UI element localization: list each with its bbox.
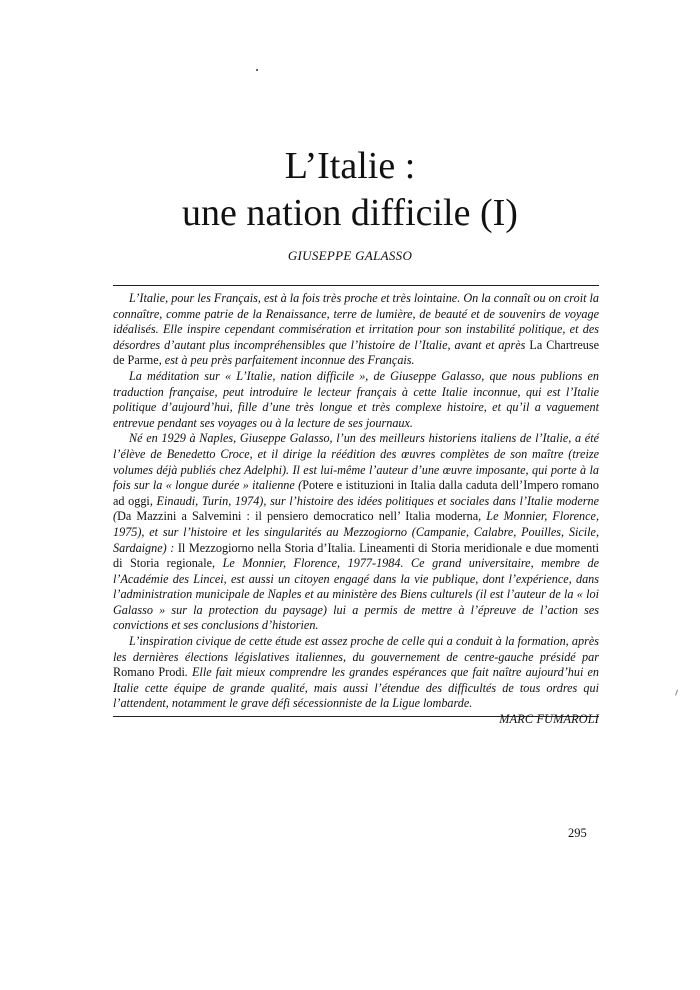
article-title-line-1: L’Italie : bbox=[284, 145, 416, 187]
page-number: 295 bbox=[568, 826, 587, 840]
article-author: GIUSEPPE GALASSO bbox=[287, 248, 413, 263]
margin-mark bbox=[675, 690, 680, 697]
intro-paragraph-3 bbox=[113, 431, 599, 634]
printing-dot bbox=[256, 69, 258, 71]
intro-p4-a: L’inspiration civique de cette étude est assez proche de celle qui a conduit à la formation, après les dernières élections législatives italiennes, du gouvernement de centre-gauche présidé par bbox=[113, 634, 599, 664]
intro-p3-d: Da Mazzini a Salvemini : il pensiero democratico nell’ Italia moderna, bbox=[117, 509, 482, 524]
intro-paragraph-1 bbox=[113, 291, 599, 369]
top-rule bbox=[113, 285, 599, 286]
intro-p4-c: . Elle fait mieux comprendre les grandes espérances que fait naître aujourd’hui en Italie cette équipe de grande qualité, mais aussi l’étendue des difficultés de tous ordres qui l’attendent, notamment le grave défi sécessionniste de la Ligue lombarde. bbox=[113, 665, 599, 711]
intro-p3-c: Einaudi, Turin, 1974), sur l’histoire des idées politiques et sociales dans l’Italie moderne ( bbox=[113, 493, 599, 524]
intro-p1-work-title: La Chartreuse de Parme bbox=[113, 337, 599, 368]
intro-p3-f: Il Mezzogiorno nella Storia d’Italia. Lineamenti di Storia meridionale e due momenti di Storia regionale, bbox=[113, 540, 600, 571]
intro-paragraph-2: La méditation sur « L’Italie, nation difficile », de Giuseppe Galasso, que nous publions en traduction française, peut introduire le lecteur français à cette Italie inconnue, qui est l’Italie politique d’aujourd’hui, fille d’une très longue et très complexe histoire, et qu’il a vaguement entrevue pendant ses voyages ou à la lecture de ses journaux. bbox=[113, 368, 599, 430]
introduction-block bbox=[113, 291, 599, 728]
intro-p3-b: Potere e istituzioni in Italia dalla caduta dell’Impero romano ad oggi, bbox=[113, 478, 599, 508]
intro-paragraph-4 bbox=[113, 634, 599, 712]
intro-p3-g: Le Monnier, Florence, 1977-1984. Ce grand universitaire, membre de l’Académie des Lincei, est aussi un citoyen engagé dans la vie publique, dont l’expérience, dans l’administration municipale de Naples et au ministère des Biens culturels (il est l’auteur de la « loi Galasso » sur la protection du paysage) lui a permis de mettre à l’épreuve de l’action ses convictions et ses conclusions d’historien. bbox=[113, 556, 600, 633]
article-title-line-2: une nation difficile (I) bbox=[182, 192, 518, 234]
intro-p1-text: L’Italie, pour les Français, est à la fois très proche et très lointaine. On la connaît ou on croit la connaître, comme patrie de la Renaissance, terre de lumière, de beauté et de souvenirs de voyage idéalisés. Elle inspire cependant commisération et irritation pour son instabilité politique, et des désordres d’autant plus incompréhensibles que l’histoire de l’Italie, avant et après bbox=[113, 291, 599, 352]
intro-p4-b: Romano Prodi bbox=[113, 665, 185, 680]
intro-p3-a: Né en 1929 à Naples, Giuseppe Galasso, l’un des meilleurs historiens italiens de l’Italie, a été l’élève de Benedetto Croce, et il dirige la réédition des œuvres complètes de son maître (treize volumes déjà publiés chez Adelphi). Il est lui-même l’auteur d’une œuvre imposante, qui porte à la fois sur la « longue durée » italienne ( bbox=[113, 431, 599, 493]
bottom-rule bbox=[113, 716, 599, 717]
intro-p1-end: , est à peu près parfaitement inconnue des Français. bbox=[158, 353, 415, 368]
signature: MARC FUMAROLI bbox=[499, 712, 599, 727]
intro-p3-e: Le Monnier, Florence, 1975), et sur l’histoire et les singularités au Mezzogiorno (Campanie, Calabre, Pouilles, Sicile, Sardaigne) : bbox=[113, 509, 599, 555]
